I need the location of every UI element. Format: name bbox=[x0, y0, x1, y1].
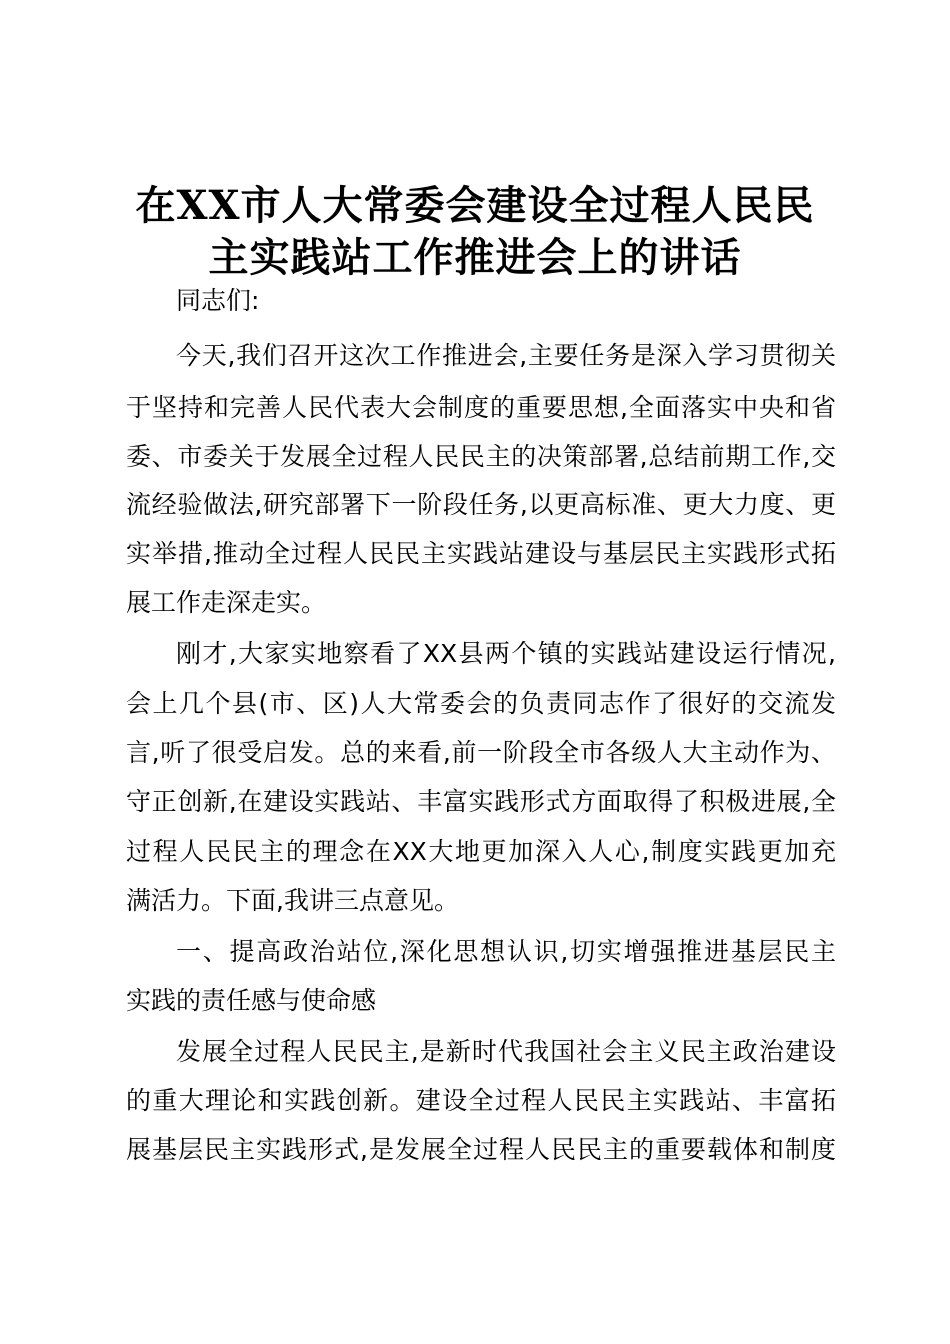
paragraph-line: 过程人民民主的理念在XX大地更加深入人心,制度实践更加充 bbox=[126, 837, 836, 866]
paragraph-line: 于坚持和完善人民代表大会制度的重要思想,全面落实中央和省 bbox=[126, 393, 836, 422]
paragraph-line: 流经验做法,研究部署下一阶段任务,以更高标准、更大力度、更 bbox=[126, 490, 836, 519]
section-heading-line: 实践的责任感与使命感 bbox=[126, 986, 377, 1015]
paragraph-line: 的重大理论和实践创新。建设全过程人民民主实践站、丰富拓 bbox=[126, 1086, 836, 1115]
document-title-line-1: 在XX市人大常委会建设全过程人民民 bbox=[135, 182, 815, 229]
paragraph-line: 展基层民主实践形式,是发展全过程人民民主的重要载体和制度 bbox=[126, 1135, 836, 1164]
paragraph-line: 实举措,推动全过程人民民主实践站建设与基层民主实践形式拓 bbox=[126, 539, 836, 568]
section-heading-line: 一、提高政治站位,深化思想认识,切实增强推进基层民主 bbox=[176, 937, 836, 966]
paragraph-line: 委、市委关于发展全过程人民民主的决策部署,总结前期工作,交 bbox=[126, 442, 836, 471]
paragraph-line: 守正创新,在建设实践站、丰富实践形式方面取得了积极进展,全 bbox=[126, 787, 836, 816]
paragraph-line: 今天,我们召开这次工作推进会,主要任务是深入学习贯彻关 bbox=[176, 341, 836, 370]
paragraph-line: 发展全过程人民民主,是新时代我国社会主义民主政治建设 bbox=[176, 1037, 836, 1066]
paragraph-line: 满活力。下面,我讲三点意见。 bbox=[126, 886, 459, 915]
paragraph-line: 展工作走深走实。 bbox=[126, 588, 327, 617]
salutation: 同志们: bbox=[176, 286, 260, 315]
document-title-line-2: 主实践站工作推进会上的讲话 bbox=[208, 234, 742, 281]
paragraph-line: 刚才,大家实地察看了XX县两个镇的实践站建设运行情况, bbox=[176, 639, 836, 668]
paragraph-line: 言,听了很受启发。总的来看,前一阶段全市各级人大主动作为、 bbox=[126, 738, 836, 767]
paragraph-line: 会上几个县(市、区)人大常委会的负责同志作了很好的交流发 bbox=[126, 689, 836, 718]
